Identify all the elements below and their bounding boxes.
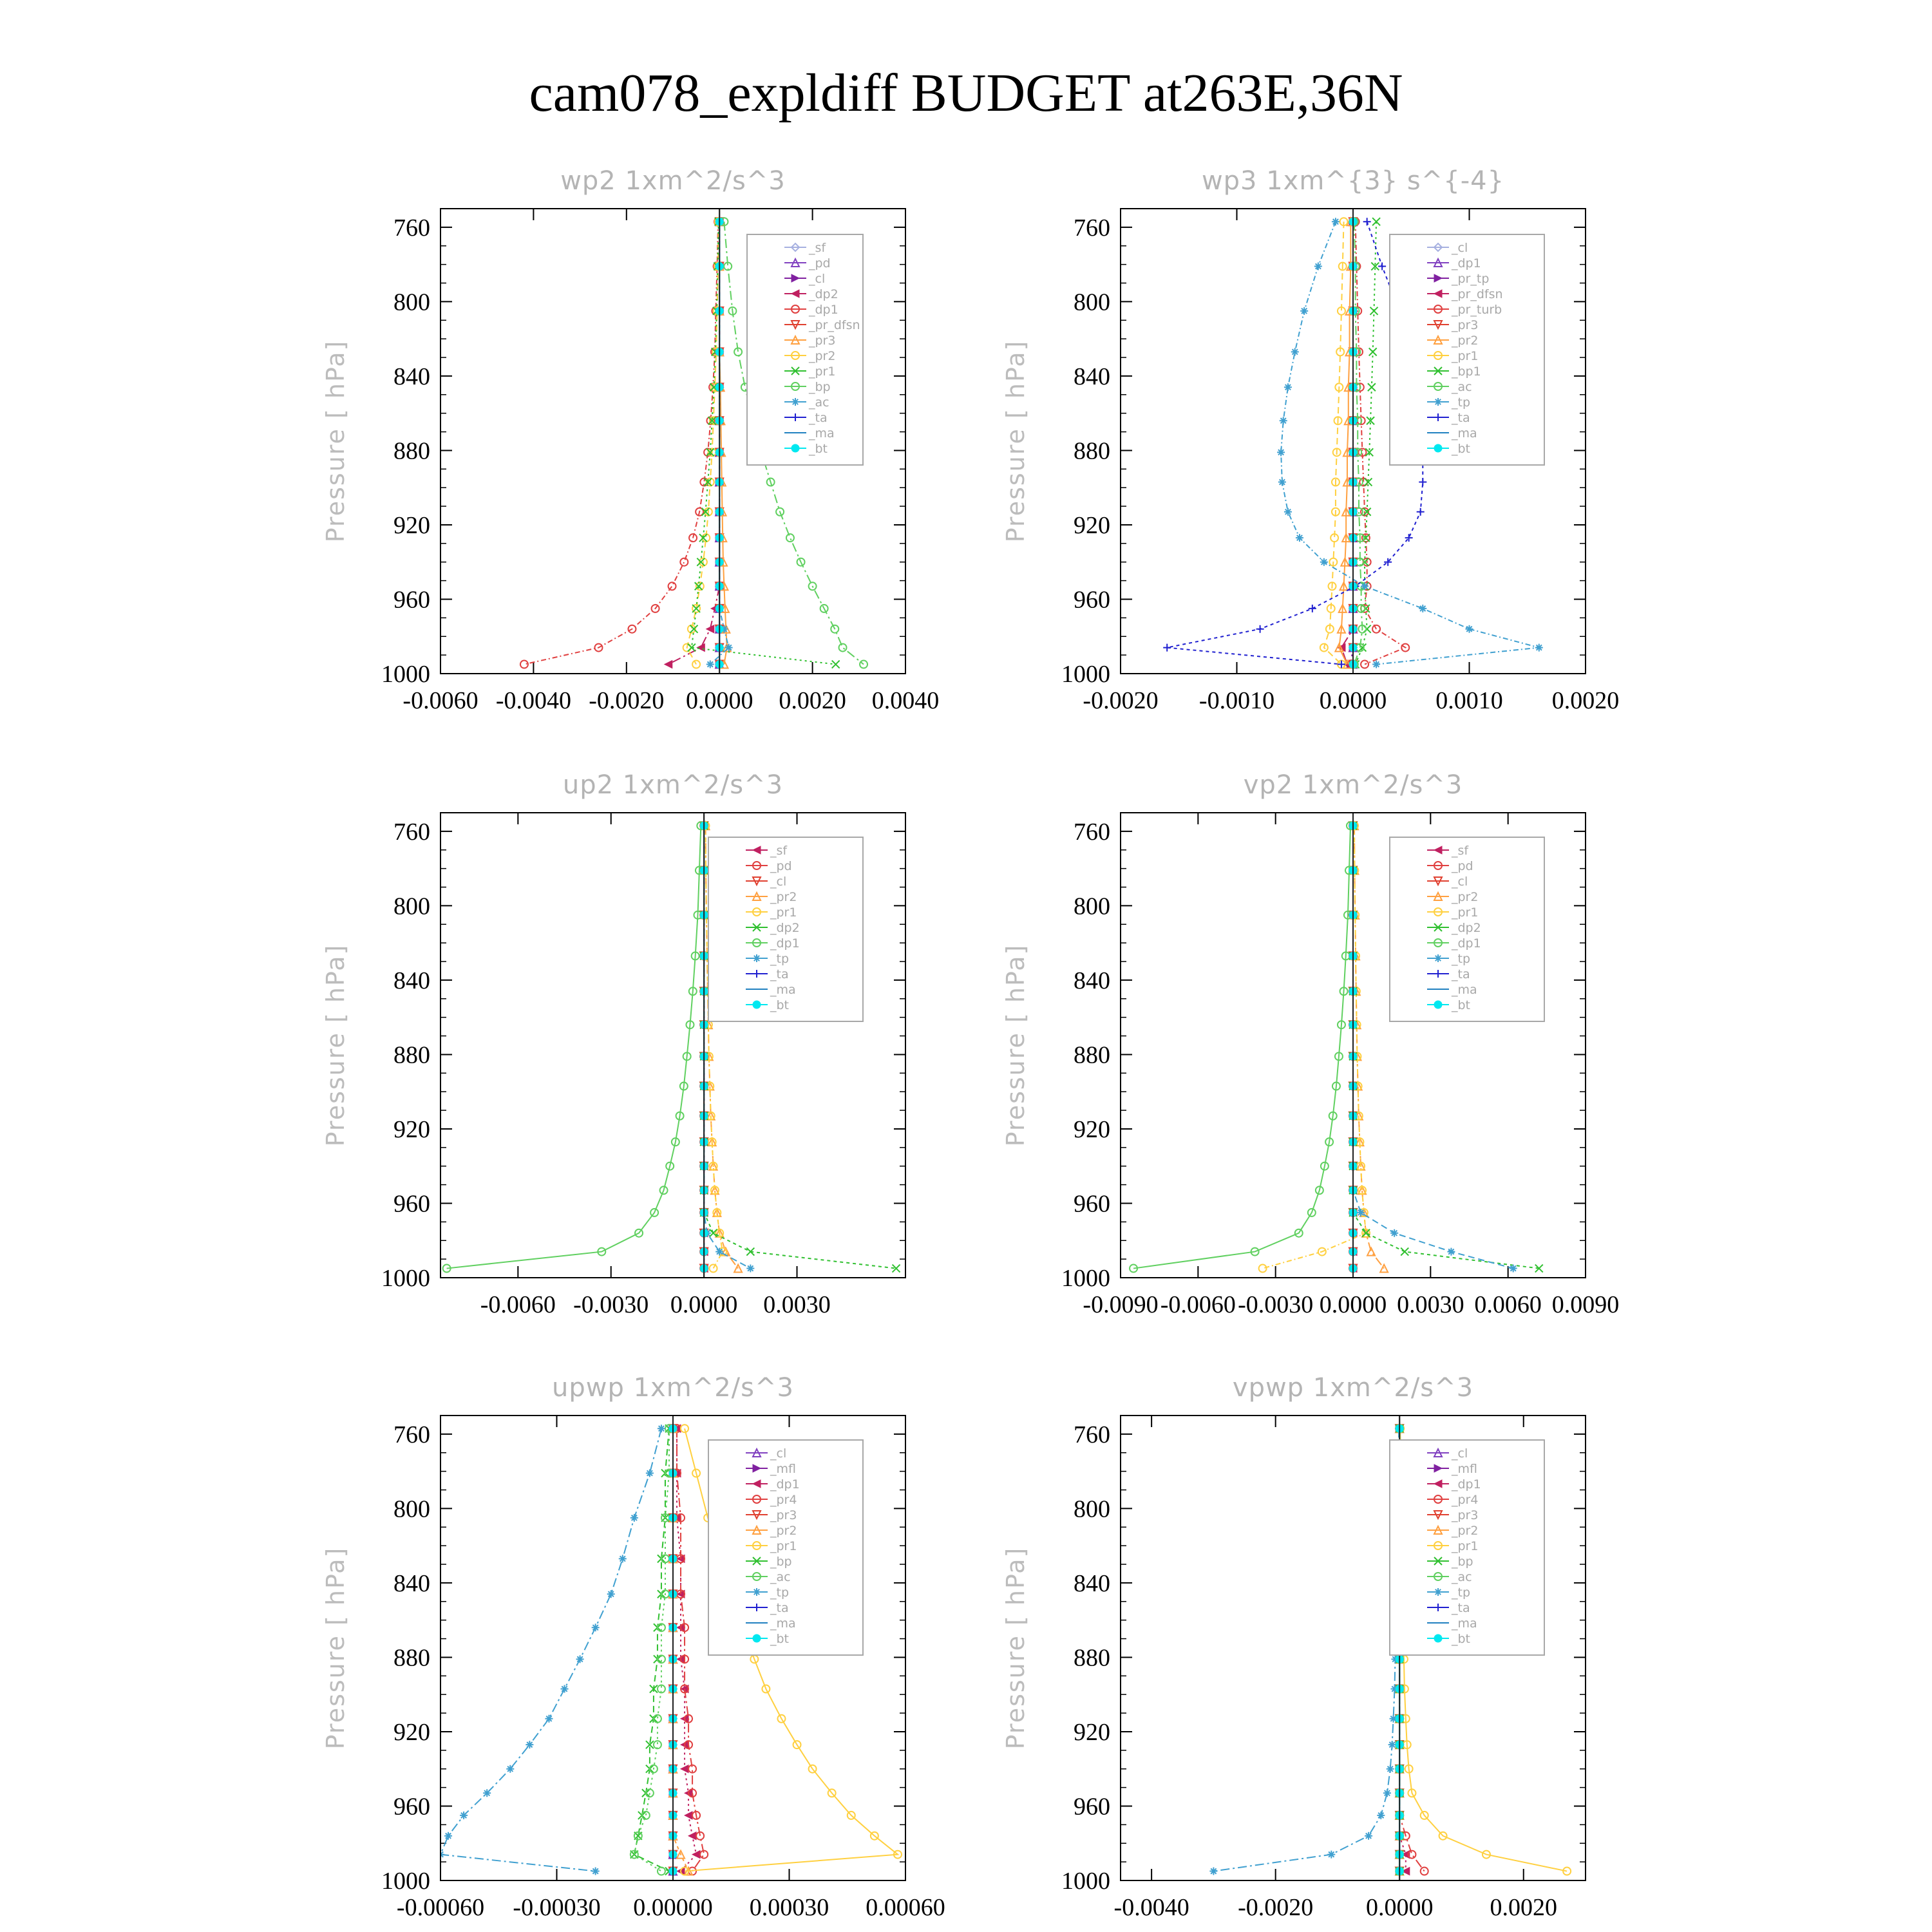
series-point <box>746 1265 754 1273</box>
legend-entry-label: _cl <box>770 1446 787 1461</box>
y-tick-label: 1000 <box>1061 1265 1110 1292</box>
legend-entry-label: _mfl <box>770 1462 796 1476</box>
x-tick-label: -0.0020 <box>1083 687 1159 714</box>
legend-entry-label: _pr4 <box>770 1493 797 1507</box>
legend-entry-label: _ma <box>1452 1616 1477 1631</box>
x-tick-label: 0.0090 <box>1551 1291 1620 1318</box>
x-tick-label: 0.0000 <box>670 1291 738 1318</box>
y-tick-label: 920 <box>1074 1115 1110 1143</box>
x-tick-label: 0.0020 <box>1490 1894 1557 1921</box>
y-tick-label: 840 <box>1074 967 1110 994</box>
series-point <box>1535 644 1543 652</box>
figure-title: cam078_expldiff BUDGET at263E,36N <box>529 63 1403 123</box>
legend-entry-label: _pr3 <box>1452 318 1479 332</box>
legend <box>1390 837 1544 1021</box>
x-tick-label: 0.0000 <box>1319 1291 1387 1318</box>
panel-title: wp3 1xm^{3} s^{-4} <box>1201 166 1505 196</box>
y-axis-label: Pressure [ hPa] <box>321 1546 350 1750</box>
legend-entry-label: _cl <box>809 272 826 286</box>
legend-entry-label: _pr1 <box>1452 1539 1479 1553</box>
legend-entry-label: _pr2 <box>1452 334 1479 348</box>
x-tick-label: -0.0060 <box>402 687 478 714</box>
x-tick-label: -0.0060 <box>480 1291 556 1318</box>
y-tick-label: 960 <box>1074 1793 1110 1821</box>
series-point <box>1383 1789 1391 1797</box>
x-tick-label: -0.0030 <box>1238 1291 1314 1318</box>
legend-entry-label: _pr_turb <box>1452 303 1502 317</box>
series-point <box>607 1590 615 1598</box>
x-tick-label: 0.00030 <box>749 1894 829 1921</box>
legend-entry-label: _pr_dfsn <box>809 318 860 332</box>
x-tick-label: 0.0060 <box>1474 1291 1542 1318</box>
panel-title: vp2 1xm^2/s^3 <box>1243 770 1463 800</box>
series-point <box>619 1555 627 1562</box>
x-tick-label: 0.0040 <box>871 687 940 714</box>
y-tick-label: 760 <box>393 818 430 846</box>
legend-entry-label: _pr1 <box>1452 905 1479 920</box>
series-point <box>561 1685 569 1693</box>
x-tick-label: 0.0000 <box>1319 687 1387 714</box>
series-point <box>1387 1765 1394 1773</box>
legend-marker <box>753 1588 761 1596</box>
legend-marker <box>1434 1634 1442 1642</box>
y-tick-label: 1000 <box>1061 661 1110 688</box>
x-tick-label: -0.0010 <box>1198 687 1275 714</box>
y-tick-label: 920 <box>1074 1718 1110 1746</box>
legend-entry-label: _ma <box>770 983 796 997</box>
y-tick-label: 880 <box>1074 437 1110 465</box>
legend-entry-label: _tp <box>1452 395 1471 410</box>
y-tick-label: 800 <box>1074 289 1110 316</box>
y-tick-label: 760 <box>1074 818 1110 846</box>
x-tick-label: -0.0090 <box>1083 1291 1159 1318</box>
legend-entry-label: _ac <box>770 1570 791 1584</box>
x-tick-label: -0.0020 <box>1238 1894 1314 1921</box>
legend-marker <box>753 954 761 962</box>
legend-entry-label: _bt <box>1452 442 1471 456</box>
legend-entry-label: _bp1 <box>1452 365 1481 379</box>
legend-entry-label: _pr3 <box>770 1508 797 1522</box>
legend-entry-label: _pr_tp <box>1452 272 1490 286</box>
series-point <box>483 1789 491 1797</box>
legend-entry-label: _cl <box>1452 1446 1468 1461</box>
series-point <box>1377 1812 1385 1819</box>
series-point <box>706 661 714 668</box>
y-tick-label: 800 <box>1074 1495 1110 1523</box>
series-point <box>1388 1741 1396 1748</box>
y-tick-label: 880 <box>393 437 430 465</box>
legend-marker <box>791 398 799 406</box>
y-tick-label: 880 <box>1074 1041 1110 1069</box>
legend-marker <box>1434 1588 1442 1596</box>
series-point <box>1390 1229 1398 1237</box>
series-point <box>725 644 733 652</box>
legend-entry-label: _cl <box>1452 875 1468 889</box>
y-tick-label: 920 <box>393 1718 430 1746</box>
legend-entry-label: _ac <box>1452 380 1472 394</box>
legend-entry-label: _cl <box>770 875 787 889</box>
legend-entry-label: _tp <box>1452 1586 1471 1600</box>
y-tick-label: 800 <box>393 1495 430 1523</box>
y-tick-label: 880 <box>393 1041 430 1069</box>
y-tick-label: 1000 <box>381 1265 430 1292</box>
legend-entry-label: _ma <box>1452 983 1477 997</box>
legend-entry-label: _ma <box>809 426 835 440</box>
legend-entry-label: _tp <box>770 952 790 966</box>
x-tick-label: -0.0040 <box>1113 1894 1189 1921</box>
legend-entry-label: _bt <box>770 1632 790 1646</box>
y-tick-label: 840 <box>393 363 430 390</box>
x-tick-label: -0.0020 <box>589 687 665 714</box>
legend-entry-label: _ta <box>1452 411 1470 425</box>
legend-entry-label: _pr1 <box>770 905 797 920</box>
x-tick-label: 0.0000 <box>685 687 753 714</box>
y-tick-label: 1000 <box>381 661 430 688</box>
panel-title: wp2 1xm^2/s^3 <box>560 166 786 196</box>
y-axis-label: Pressure [ hPa] <box>1001 339 1030 543</box>
y-tick-label: 920 <box>393 511 430 539</box>
legend-entry-label: _bp <box>1452 1555 1473 1569</box>
y-tick-label: 800 <box>393 893 430 920</box>
legend-entry-label: _dp2 <box>809 287 838 301</box>
legend-entry-label: _dp1 <box>1452 936 1481 951</box>
y-tick-label: 960 <box>393 1190 430 1218</box>
y-tick-label: 760 <box>1074 214 1110 242</box>
series-point <box>1327 1851 1335 1859</box>
legend-marker <box>1434 954 1442 962</box>
y-tick-label: 1000 <box>381 1868 430 1895</box>
legend-marker <box>1434 1001 1442 1009</box>
series-point <box>545 1715 553 1723</box>
y-tick-label: 840 <box>393 967 430 994</box>
series-point <box>1419 605 1426 612</box>
x-tick-label: -0.00030 <box>513 1894 601 1921</box>
legend-marker <box>791 444 799 452</box>
legend-entry-label: _bt <box>1452 998 1471 1012</box>
legend-entry-label: _pd <box>809 256 831 270</box>
legend-entry-label: _pr2 <box>770 1524 797 1538</box>
panel-title: upwp 1xm^2/s^3 <box>552 1373 794 1403</box>
legend-entry-label: _bt <box>809 442 828 456</box>
legend-entry-label: _pr1 <box>1452 349 1479 363</box>
legend-entry-label: _pd <box>770 859 792 873</box>
legend-entry-label: _ta <box>770 1601 789 1615</box>
legend <box>708 837 863 1021</box>
legend-entry-label: _tp <box>1452 952 1471 966</box>
legend-entry-label: _cl <box>1452 241 1468 255</box>
legend-entry-label: _sf <box>809 241 826 255</box>
legend-entry-label: _dp2 <box>1452 921 1481 935</box>
legend-entry-label: _dp2 <box>770 921 800 935</box>
series-point <box>1365 1832 1372 1840</box>
legend <box>1390 1440 1544 1655</box>
x-tick-label: 0.00000 <box>633 1894 713 1921</box>
legend-entry-label: _bp <box>770 1555 792 1569</box>
legend-box <box>747 234 863 465</box>
x-tick-label: -0.00060 <box>396 1894 485 1921</box>
series-point <box>1209 1868 1217 1875</box>
legend-entry-label: _ta <box>809 411 828 425</box>
legend-entry-label: _dp1 <box>770 1477 800 1492</box>
legend-entry-label: _ta <box>1452 967 1470 981</box>
legend-entry-label: _tp <box>770 1586 790 1600</box>
series-point <box>1278 478 1286 486</box>
series-point <box>1284 383 1292 391</box>
legend <box>1390 234 1544 465</box>
y-tick-label: 800 <box>1074 893 1110 920</box>
legend-entry-label: _dp1 <box>1452 256 1481 270</box>
legend-entry-label: _sf <box>770 844 788 858</box>
x-tick-label: 0.0000 <box>1365 1894 1434 1921</box>
legend-marker <box>1434 444 1442 452</box>
legend-entry-label: _ma <box>1452 426 1477 440</box>
legend-marker <box>753 1634 761 1642</box>
x-tick-label: -0.0060 <box>1160 1291 1236 1318</box>
series-point <box>1466 625 1473 633</box>
legend-entry-label: _pr_dfsn <box>1452 287 1503 301</box>
series-point <box>1372 661 1380 668</box>
x-tick-label: 0.0020 <box>779 687 846 714</box>
legend-entry-label: _ac <box>809 395 829 410</box>
legend-entry-label: _ac <box>1452 1570 1472 1584</box>
x-tick-label: 0.0030 <box>1397 1291 1464 1318</box>
legend-entry-label: _pr4 <box>1452 1493 1479 1507</box>
legend-entry-label: _mfl <box>1452 1462 1477 1476</box>
legend <box>747 234 863 465</box>
y-tick-label: 840 <box>393 1569 430 1597</box>
series-point <box>658 1425 665 1432</box>
y-axis-label: Pressure [ hPa] <box>1001 1546 1030 1750</box>
legend-entry-label: _bp <box>809 380 831 394</box>
panel-title: vpwp 1xm^2/s^3 <box>1232 1373 1474 1403</box>
legend <box>708 1440 863 1655</box>
legend-entry-label: _ta <box>1452 1601 1470 1615</box>
y-tick-label: 840 <box>1074 1569 1110 1597</box>
legend-entry-label: _pd <box>1452 859 1473 873</box>
legend-entry-label: _sf <box>1452 844 1469 858</box>
legend-entry-label: _ma <box>770 1616 796 1631</box>
y-tick-label: 880 <box>1074 1644 1110 1672</box>
x-tick-label: 0.00060 <box>866 1894 945 1921</box>
y-tick-label: 960 <box>1074 1190 1110 1218</box>
legend-entry-label: _dp1 <box>1452 1477 1481 1492</box>
series-point <box>1277 448 1285 456</box>
y-tick-label: 1000 <box>1061 1868 1110 1895</box>
legend-marker <box>1434 398 1442 406</box>
series-point <box>1280 417 1287 424</box>
y-axis-label: Pressure [ hPa] <box>1001 943 1030 1147</box>
x-tick-label: 0.0020 <box>1551 687 1620 714</box>
y-tick-label: 880 <box>393 1644 430 1672</box>
series-point <box>444 1832 452 1840</box>
legend-entry-label: _pr3 <box>1452 1508 1479 1522</box>
legend-entry-label: _bt <box>1452 1632 1471 1646</box>
y-tick-label: 920 <box>1074 511 1110 539</box>
y-tick-label: 920 <box>393 1115 430 1143</box>
y-tick-label: 960 <box>1074 586 1110 614</box>
panel-title: up2 1xm^2/s^3 <box>562 770 784 800</box>
legend-entry-label: _bt <box>770 998 790 1012</box>
x-tick-label: 0.0010 <box>1435 687 1503 714</box>
legend-entry-label: _pr3 <box>809 334 836 348</box>
y-tick-label: 760 <box>393 214 430 242</box>
legend-entry-label: _pr2 <box>809 349 836 363</box>
legend-entry-label: _pr2 <box>1452 890 1479 904</box>
y-axis-label: Pressure [ hPa] <box>321 943 350 1147</box>
y-tick-label: 960 <box>393 1793 430 1821</box>
y-tick-label: 760 <box>393 1421 430 1448</box>
legend-entry-label: _pr2 <box>1452 1524 1479 1538</box>
y-tick-label: 760 <box>1074 1421 1110 1448</box>
legend-entry-label: _pr2 <box>770 890 797 904</box>
y-tick-label: 840 <box>1074 363 1110 390</box>
legend-marker <box>753 1001 761 1009</box>
legend-entry-label: _dp1 <box>809 303 838 317</box>
legend-entry-label: _pr1 <box>770 1539 797 1553</box>
legend-entry-label: _dp1 <box>770 936 800 951</box>
y-tick-label: 960 <box>393 586 430 614</box>
legend-entry-label: _pr1 <box>809 365 836 379</box>
x-tick-label: -0.0030 <box>573 1291 649 1318</box>
series-point <box>1510 1265 1517 1273</box>
series-point <box>506 1765 514 1773</box>
y-axis-label: Pressure [ hPa] <box>321 339 350 543</box>
series-point <box>1357 1209 1365 1217</box>
legend-entry-label: _ta <box>770 967 789 981</box>
y-tick-label: 800 <box>393 289 430 316</box>
x-tick-label: 0.0030 <box>763 1291 831 1318</box>
x-tick-label: -0.0040 <box>495 687 571 714</box>
series-point <box>1447 1248 1455 1256</box>
series-point <box>715 1248 723 1256</box>
